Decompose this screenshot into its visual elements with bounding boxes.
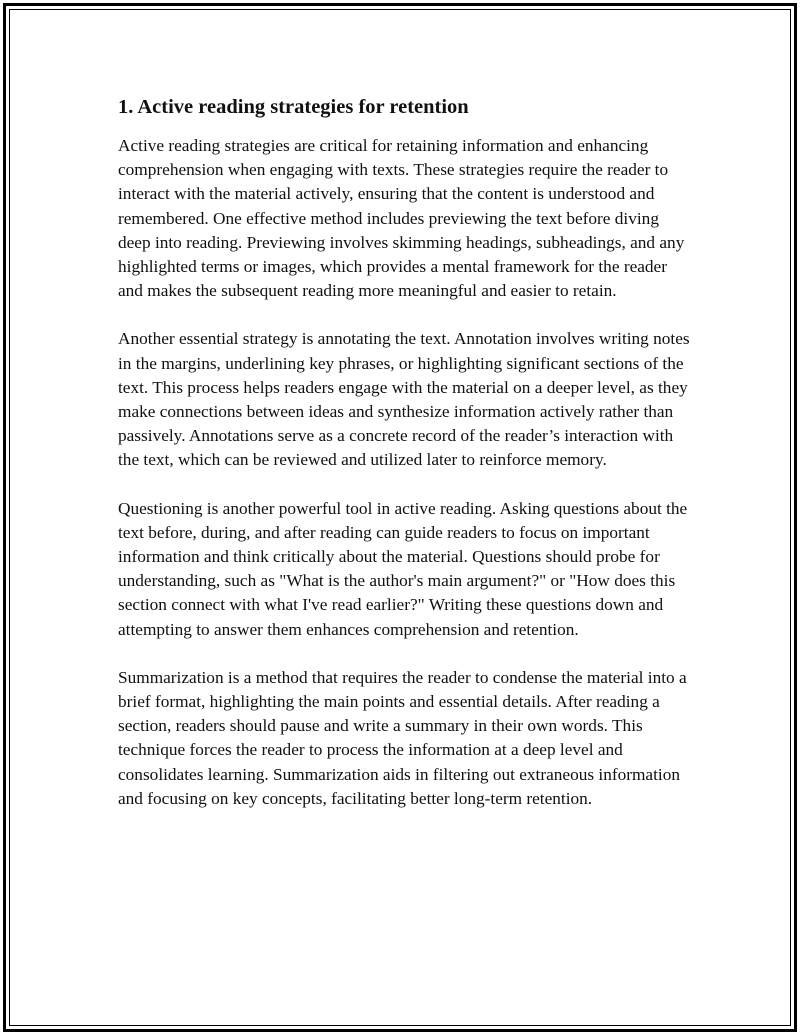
section-heading: 1. Active reading strategies for retention: [118, 96, 469, 118]
paragraph-summarization: Summarization is a method that requires the reader to condense the material into a brief format, highlighting the main points and essential details. After reading a section, readers should pause and write a summary in their own words. This technique forces the reader to process the information at a deep level and consolidates learning. Summarization aids in filtering out extraneous information and focusing on key concepts, facilitating better long-term retention.: [118, 667, 687, 808]
paragraph-annotating: Another essential strategy is annotating the text. Annotation involves writing notes in the margins, underlining key phrases, or highlighting significant sections of the text. This process helps readers engage with the material on a deeper level, as they make connections between ideas and synthesize information actively rather than passively. Annotations serve as a concrete record of the reader’s interaction with the text, which can be reviewed and utilized later to reinforce memory.: [118, 329, 690, 470]
paragraph-previewing: Active reading strategies are critical for retaining information and enhancing comprehension when engaging with texts. These strategies require the reader to interact with the material actively, ensuring that the content is understood and remembered. One effective method includes previewing the text before diving deep into reading. Previewing involves skimming headings, subheadings, and any highlighted terms or images, which provides a mental framework for the reader and makes the subsequent reading more meaningful and easier to retain.: [118, 136, 685, 301]
document-body: [118, 93, 690, 835]
paragraph-questioning: Questioning is another powerful tool in active reading. Asking questions about the text before, during, and after reading can guide readers to focus on important information and think critically about the material. Questions should probe for understanding, such as "What is the author's main argument?" or "How does this section connect with what I've read earlier?" Writing these questions down and attempting to answer them enhances comprehension and retention.: [118, 498, 688, 639]
